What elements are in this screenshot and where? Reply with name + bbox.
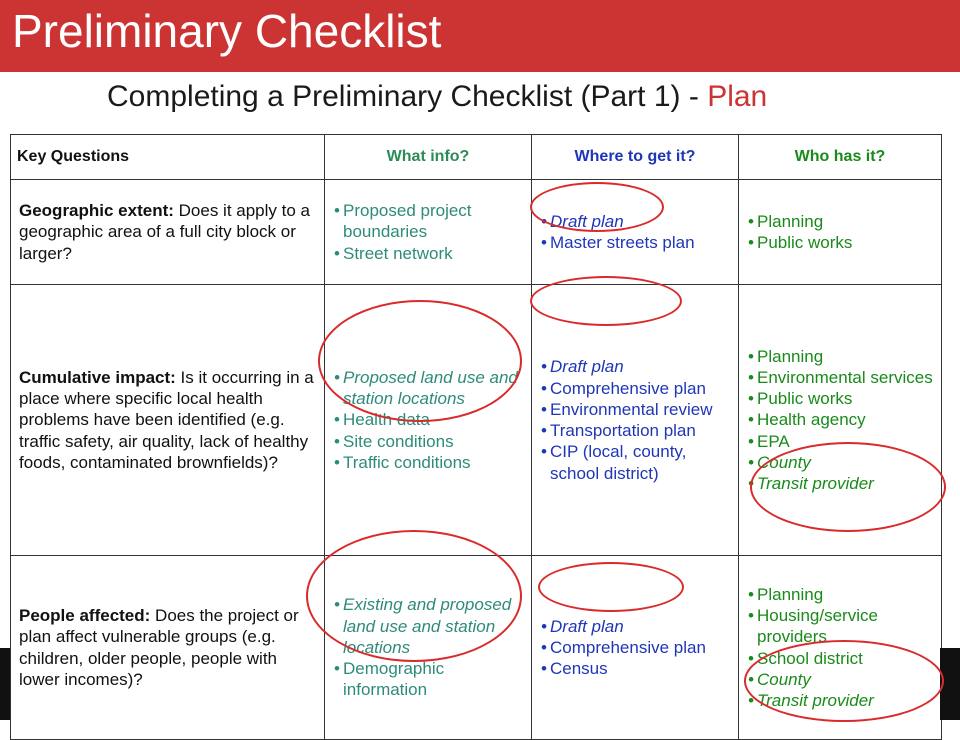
decorative-bar-right [940, 648, 960, 720]
list-item: • Planning [747, 346, 935, 367]
what-info-cell [325, 556, 532, 740]
list-item: • Health data [333, 409, 525, 430]
table-header-row [11, 135, 942, 180]
header-what-info: What info? [325, 135, 532, 180]
question-text: Does it apply to a geographic area of a full city block or larger? [19, 201, 310, 263]
question-text: Is it occurring in a place where specific local health problems have been identified (e.g. traffic safety, air quality, lack of healthy foods, contaminated brownfields)? [19, 367, 314, 472]
what-info-cell [325, 285, 532, 556]
question-text: Does the project or plan affect vulnerable groups (e.g. children, older people, people with lower incomes)? [19, 606, 299, 689]
question-lead: Geographic extent: [19, 201, 174, 221]
list-item: • EPA [747, 431, 935, 452]
list-item: • Proposed land use and station locations [333, 367, 525, 410]
who-cell [739, 180, 942, 285]
list-item: • Housing/service providers [747, 605, 935, 648]
page-subtitle [107, 80, 767, 114]
header-who-has-it: Who has it? [739, 135, 942, 180]
list-item: • Master streets plan [540, 232, 732, 253]
who-cell [739, 556, 942, 740]
list-item: • Proposed project boundaries [333, 200, 525, 243]
where-cell [532, 180, 739, 285]
list-item: • Environmental review [540, 399, 732, 420]
list-item: • Health agency [747, 409, 935, 430]
question-cell [11, 285, 325, 556]
list-item: • Demographic information [333, 658, 525, 701]
question-cell [11, 180, 325, 285]
where-cell [532, 556, 739, 740]
list-item: • Draft plan [540, 356, 732, 377]
what-info-cell [325, 180, 532, 285]
list-item: • Transit provider [747, 690, 935, 711]
list-item: • County [747, 452, 935, 473]
list-item: • Public works [747, 388, 935, 409]
who-cell [739, 285, 942, 556]
list-item: • Comprehensive plan [540, 378, 732, 399]
question-lead: People affected: [19, 606, 151, 625]
header-key-questions: Key Questions [11, 135, 325, 180]
decorative-bar-left [0, 648, 10, 720]
list-item: • Draft plan [540, 211, 732, 232]
header-where-to-get: Where to get it? [532, 135, 739, 180]
list-item: • Public works [747, 232, 935, 253]
list-item: • Traffic conditions [333, 452, 525, 473]
table-row [11, 180, 942, 285]
question-lead: Cumulative impact: [19, 367, 176, 387]
list-item: • Transportation plan [540, 420, 732, 441]
list-item: • School district [747, 648, 935, 669]
page-title: Preliminary Checklist [12, 5, 442, 57]
list-item: • Transit provider [747, 473, 935, 494]
checklist-table [10, 134, 942, 740]
title-banner [0, 0, 960, 72]
list-item: • Street network [333, 243, 525, 264]
list-item: • CIP (local, county, school district) [540, 441, 732, 484]
list-item: • Site conditions [333, 431, 525, 452]
question-cell [11, 556, 325, 740]
list-item: • Planning [747, 584, 935, 605]
table-row [11, 556, 942, 740]
list-item: • Comprehensive plan [540, 637, 732, 658]
list-item: • Environmental services [747, 367, 935, 388]
list-item: • Census [540, 658, 732, 679]
subtitle-accent: Plan [707, 80, 768, 113]
list-item: • County [747, 669, 935, 690]
subtitle-main: Completing a Preliminary Checklist (Part 1) - [107, 80, 708, 113]
list-item: • Existing and proposed land use and station locations [333, 594, 525, 658]
where-cell [532, 285, 739, 556]
list-item: • Planning [747, 211, 935, 232]
list-item: • Draft plan [540, 616, 732, 637]
table-row [11, 285, 942, 556]
